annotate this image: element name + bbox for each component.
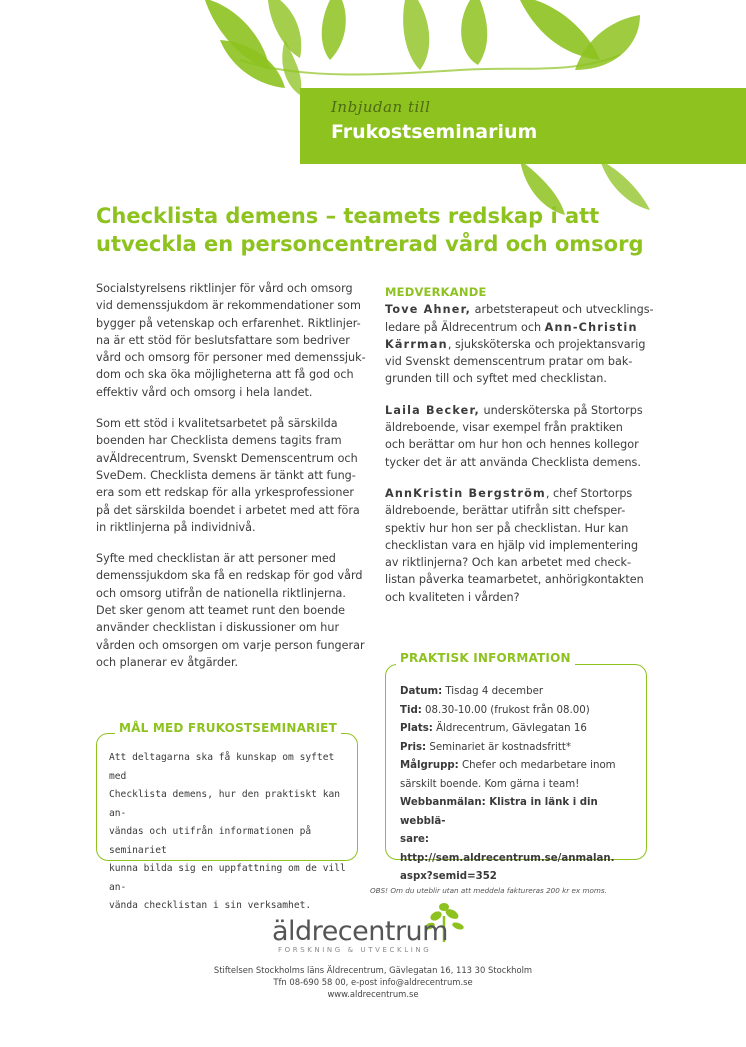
intro-paragraph: Socialstyrelsens riktlinjer för vård och omsorg vid demenssjukdom är rekommendationer som bygger på vetenskap och erfarenhet. Riktlinjer- na är ett stöd för beslutsfattare som bedriver vård och omsorg för personer med demenssjuk- dom och ska öka möjligheterna att få god och effektiv vård och omsorg i hela landet.	[96, 282, 366, 399]
banner-pretitle: Inbjudan till	[331, 98, 431, 116]
info-target-group: Målgrupp: Chefer och medarbetare inom särskilt boende. Kom gärna i team!	[400, 760, 616, 790]
goal-box	[96, 733, 358, 911]
participant-name: AnnKristin Bergström	[385, 486, 546, 500]
logo-name: äldrecentrum	[272, 916, 448, 947]
participant-text: arbetsterapeut och utvecklings- ledare på Äldrecentrum och	[385, 303, 654, 334]
invitation-banner	[300, 88, 746, 164]
practical-info-list	[400, 683, 640, 887]
participant-text: , sjuksköterska och projektansvarig vid Svenskt demenscentrum pratar om bak- grunden till och syftet med checklistan.	[385, 337, 646, 386]
participant-name: Ann-Christin Kärrman	[385, 320, 638, 351]
footer-line: Stiftelsen Stockholms läns Äldrecentrum, Gävlegatan 16, 113 30 Stockholm	[213, 965, 533, 975]
participant-name: Laila Becker,	[385, 403, 480, 417]
participant-paragraph	[385, 485, 655, 606]
logo-subtitle: FORSKNING & UTVECKLING	[278, 946, 432, 954]
goal-text: Att deltagarna ska få kunskap om syftet med Checklista demens, hur den praktiskt kan an- vändas och utifrån informationen på seminariet kunna bilda sig en uppfattning om de vill an- vända checklistan i sin verksamhet.	[109, 752, 346, 911]
intro-paragraph: Syfte med checklistan är att personer med demenssjukdom ska få en redskap för god vård och omsorg utifrån de nationella riktlinjerna. Det sker genom att teamet runt den boende använder checklistan i diskussioner om hur vården och omsorgen om varje person fungerar och planerar ev åtgärder.	[96, 552, 365, 669]
footer-contact: Tfn 08-690 58 00, e-post info@aldrecentrum.se	[273, 977, 473, 987]
info-price: Pris: Seminariet är kostnadsfritt*	[400, 741, 571, 753]
participant-text: undersköterska på Stortorps äldreboende, visar exempel från praktiken och berättar om hur hon och hennes kollegor tycker det är att använda Checklista demens.	[385, 403, 643, 469]
leaf-icon	[461, 0, 487, 65]
participants-column	[385, 284, 655, 620]
aldrecentrum-logo	[272, 902, 472, 962]
banner-title: Frukostseminarium	[331, 121, 538, 143]
footer-website-link[interactable]: www.aldrecentrum.se	[327, 989, 419, 999]
info-place: Plats: Äldrecentrum, Gävlegatan 16	[400, 723, 587, 734]
info-web-registration[interactable]: Webbanmälan: Klistra in länk i din webblä- sare: http://sem.aldrecentrum.se/anmalan. aspx?semid=352	[400, 797, 615, 882]
leaf-icon	[403, 0, 429, 70]
info-time: Tid: 08.30-10.00 (frukost från 08.00)	[400, 704, 590, 716]
participant-paragraph	[385, 301, 655, 387]
leaf-icon	[322, 0, 346, 60]
participant-text: , chef Stortorps äldreboende, berättar utifrån sitt chefsper- spektiv hur hon ser på checklistan. Hur kan checklistan vara en hjälp vid implementering av riktlinjerna? Och kan arbetet med check- listan påverka teamarbetet, anhörigkontakten och kvaliteten i vården?	[385, 486, 644, 604]
footer-address	[150, 964, 596, 1000]
info-date: Datum: Tisdag 4 december	[400, 686, 544, 697]
obs-note: OBS! Om du uteblir utan att meddela faktureras 200 kr ex moms.	[370, 886, 607, 895]
practical-info-heading: PRAKTISK INFORMATION	[396, 651, 575, 665]
participant-name: Tove Ahner,	[385, 303, 472, 317]
participants-heading: MEDVERKANDE	[385, 285, 487, 299]
practical-info-box	[385, 664, 647, 882]
intro-paragraph: Som ett stöd i kvalitetsarbetet på särskilda boenden har Checklista demens tagits fram avÄldrecentrum, Svenskt Demenscentrum och SveDem. Checklista demens är tänkt att fung- era som ett redskap för alla yrkesprofessioner på det särskilda boendet i arbetet med att föra in riktlinjerna på individnivå.	[96, 417, 360, 534]
page-title: Checklista demens – teamets redskap i att utveckla en personcentrerad vård och omsorg	[96, 204, 644, 256]
intro-column	[96, 280, 366, 685]
participant-paragraph	[385, 402, 655, 471]
goal-heading: MÅL MED FRUKOSTSEMINARIET	[115, 721, 341, 735]
